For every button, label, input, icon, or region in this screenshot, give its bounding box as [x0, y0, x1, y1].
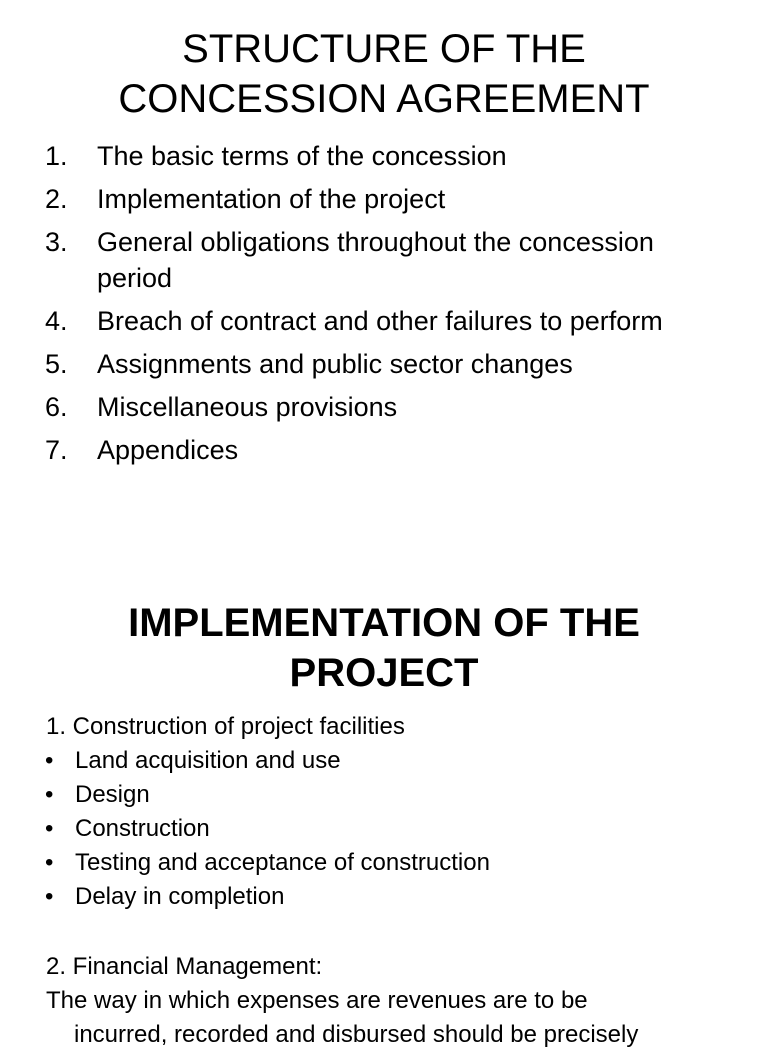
slide-title-line-1: STRUCTURE OF THE: [182, 27, 586, 71]
paragraph-line-1: The way in which expenses are revenues are to be: [46, 987, 588, 1014]
financial-management-section: [0, 950, 768, 1052]
list-item-text: General obligations throughout the concession period: [97, 227, 654, 293]
list-item: [0, 224, 768, 296]
agreement-structure-list: [0, 138, 768, 475]
bullet-item: [0, 880, 768, 914]
paragraph-line-2: incurred, recorded and disbursed should be precisely: [74, 1021, 639, 1048]
bullet-item: [0, 812, 768, 846]
list-item: [0, 432, 768, 468]
bullet-item: [0, 778, 768, 812]
slide-title: [0, 598, 768, 698]
list-item-number: 5.: [45, 349, 68, 379]
bullet-icon: •: [45, 781, 54, 808]
slide-title-line-1: IMPLEMENTATION OF THE: [128, 601, 640, 645]
list-item-number: 2.: [45, 184, 68, 214]
list-item: [0, 303, 768, 339]
slide-title: [0, 24, 768, 124]
list-item-text: Implementation of the project: [97, 184, 446, 214]
list-item: [0, 389, 768, 425]
list-item: [0, 181, 768, 217]
slide-title-line-2: CONCESSION AGREEMENT: [118, 77, 650, 121]
list-item-text: Breach of contract and other failures to perform: [97, 306, 663, 336]
bullet-item: [0, 744, 768, 778]
list-item-text: Assignments and public sector changes: [97, 349, 573, 379]
list-item-text: The basic terms of the concession: [97, 141, 507, 171]
bullet-icon: •: [45, 849, 54, 876]
bullet-text: Construction: [75, 815, 210, 842]
list-item-number: 7.: [45, 435, 68, 465]
bullet-icon: •: [45, 883, 54, 910]
list-item-text: Appendices: [97, 435, 239, 465]
list-item-number: 4.: [45, 306, 68, 336]
list-item-text: Miscellaneous provisions: [97, 392, 398, 422]
slide-implementation-of-project: [0, 560, 768, 1048]
list-item: [0, 138, 768, 174]
construction-section: [0, 710, 768, 914]
bullet-text: Delay in completion: [75, 883, 285, 910]
bullet-icon: •: [45, 815, 54, 842]
financial-management-paragraph: [0, 984, 768, 1052]
construction-bullet-list: [0, 744, 768, 914]
bullet-text: Design: [75, 781, 150, 808]
bullet-text: Testing and acceptance of construction: [75, 849, 490, 876]
bullet-item: [0, 846, 768, 880]
list-item-number: 6.: [45, 392, 68, 422]
list-item-number: 1.: [45, 141, 68, 171]
bullet-icon: •: [45, 747, 54, 774]
list-item: [0, 346, 768, 382]
bullet-text: Land acquisition and use: [75, 747, 341, 774]
list-item-number: 3.: [45, 227, 68, 257]
section-heading: 2. Financial Management:: [46, 953, 323, 980]
section-heading: 1. Construction of project facilities: [46, 713, 405, 740]
slide-title-line-2: PROJECT: [289, 651, 479, 695]
